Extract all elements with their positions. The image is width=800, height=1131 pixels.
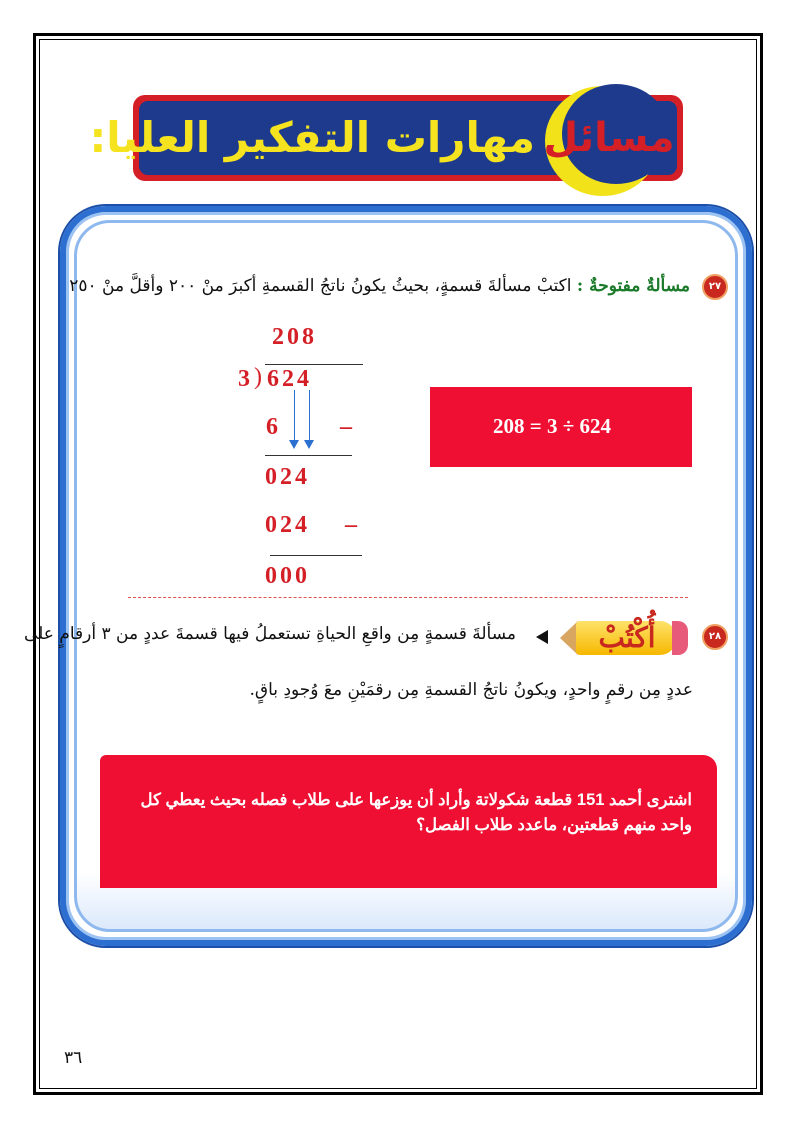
- page-title: مهارات التفكير العليا:: [89, 113, 535, 162]
- arrow-down-icon: [304, 440, 314, 449]
- division-result: 000: [265, 563, 310, 589]
- arrow-left-icon: [536, 630, 548, 644]
- subtraction-line-2: [270, 555, 362, 556]
- division-bracket: ): [254, 364, 265, 390]
- banner-accent-text: مسائل: [543, 115, 675, 161]
- page-number: ٣٦: [64, 1048, 83, 1068]
- division-dividend: 624: [267, 366, 312, 392]
- question-27-badge: ٢٧: [702, 274, 728, 300]
- pencil-eraser: [672, 621, 688, 655]
- bring-down-arrow-1: [294, 390, 295, 440]
- question-28-line-2: عددٍ مِن رقمٍ واحدٍ، ويكونُ ناتجُ القسمةِ مِن رقمَيْنِ معَ وُجودِ باقٍ.: [249, 680, 693, 700]
- pencil-icon: [560, 617, 690, 659]
- write-label: أُكْتُبْ: [598, 621, 656, 654]
- minus-sign-2: –: [345, 512, 357, 538]
- minus-sign-1: –: [340, 414, 352, 440]
- division-divisor: 3: [238, 366, 253, 392]
- division-quotient: 208: [272, 324, 317, 350]
- division-step-2: 024: [265, 512, 310, 538]
- story-text: اشترى أحمد 151 قطعة شكولاتة وأراد أن يوزعها على طلاب فصله بحيث يعطي كل واحد منهم قطعتين، ماعدد طلاب الفصل؟: [140, 791, 692, 834]
- question-27-text: [69, 276, 690, 296]
- question-28-badge: ٢٨: [702, 624, 728, 650]
- question-27-body: اكتبْ مسألةَ قسمةٍ، بحيثُ يكونُ ناتجُ القسمةِ أكبرَ منْ ٢٠٠ وأقلَّ منْ ٢٥٠: [69, 276, 572, 296]
- bring-down-arrow-2: [309, 390, 310, 440]
- division-step-1: 6: [266, 414, 281, 440]
- division-remainder-1: 024: [265, 464, 310, 490]
- subtraction-line-1: [265, 455, 352, 456]
- arrow-down-icon: [289, 440, 299, 449]
- question-27-label: مسألةٌ مفتوحةٌ :: [576, 276, 690, 296]
- section-divider: [128, 597, 688, 598]
- question-28-line-1: مسألةَ قسمةٍ مِن واقعِ الحياةِ تستعملُ فيها قسمةَ عددٍ من ٣ أرقامٍ على: [23, 624, 516, 644]
- answer-equation: 208 = 3 ÷ 624: [493, 414, 611, 438]
- division-bar: [265, 364, 363, 365]
